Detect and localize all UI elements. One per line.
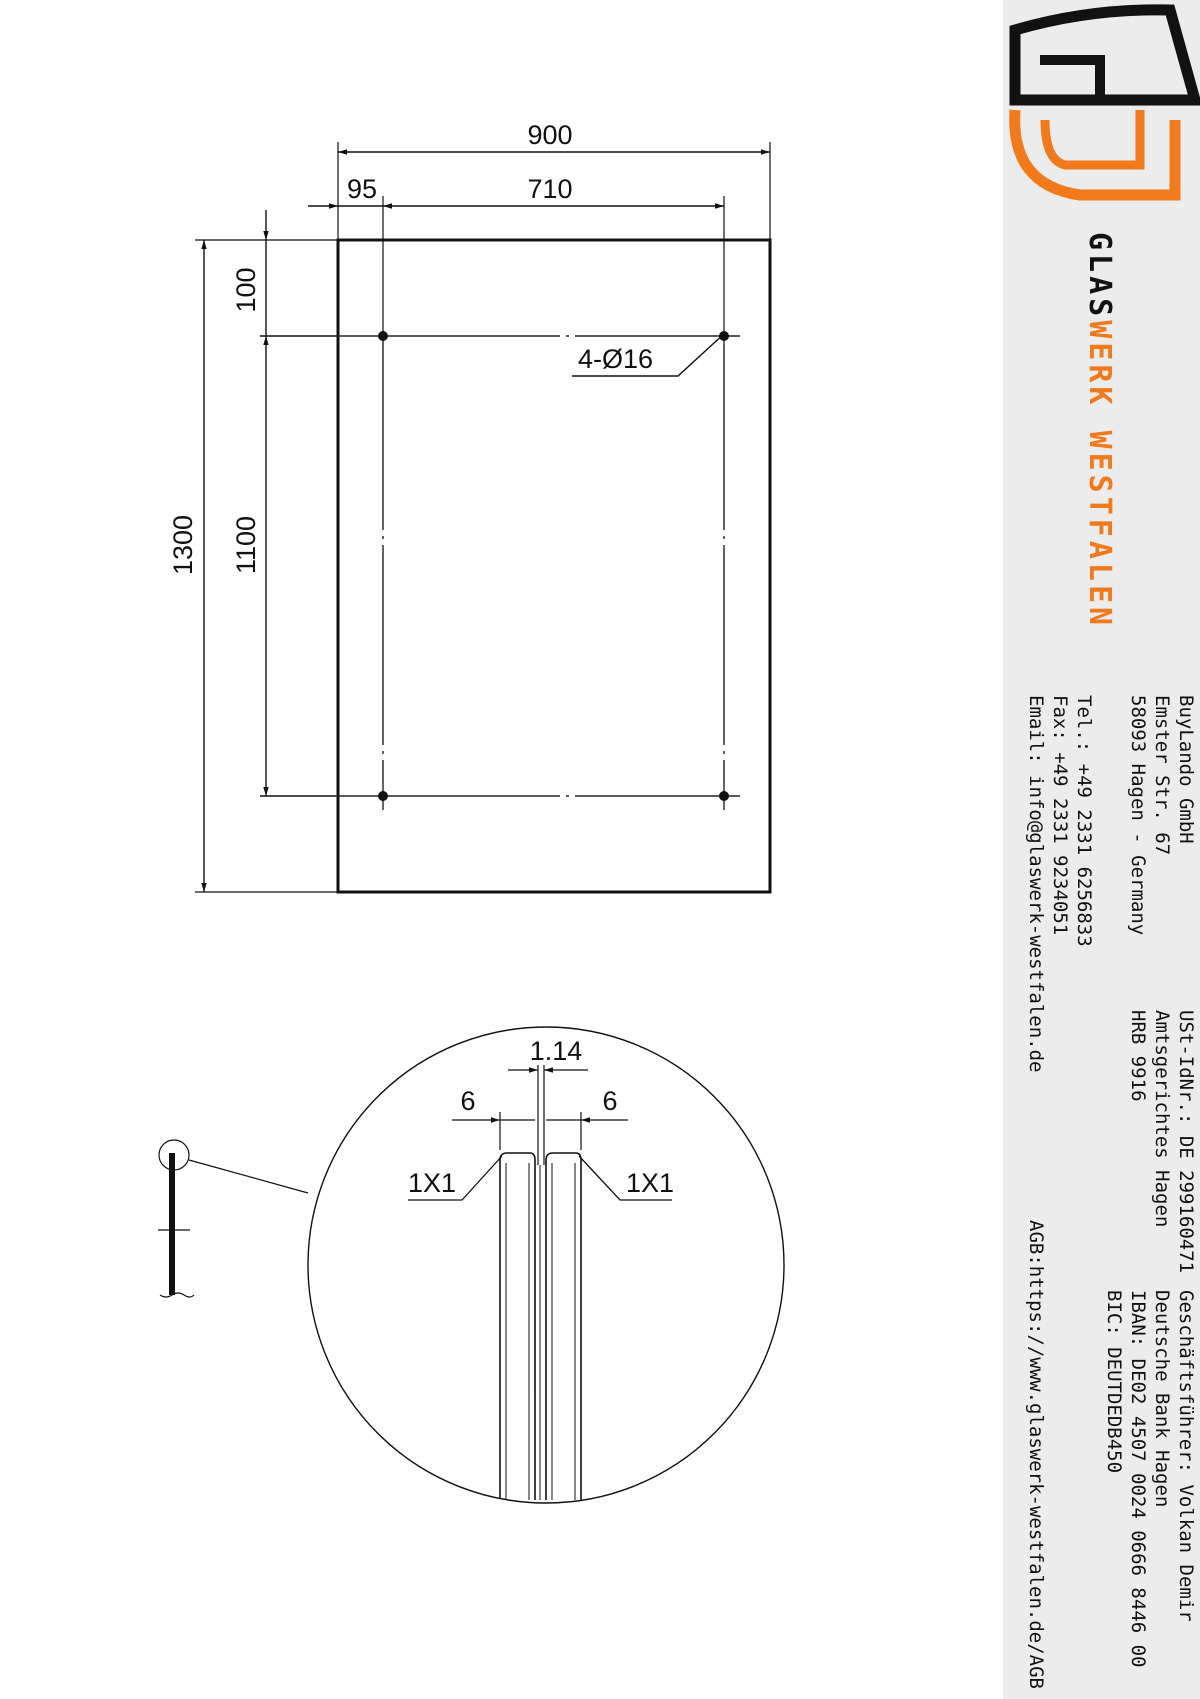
mounting-hole: [378, 331, 388, 341]
dim-spacing-710: 710: [527, 174, 573, 204]
dim-offset-100: 100: [231, 267, 261, 313]
brand-name-part1: GLAS: [1082, 232, 1117, 321]
legal-court: Amtsgerichtes Hagen: [1151, 1010, 1173, 1228]
dim-spacing-1100: 1100: [231, 515, 261, 575]
company-name: BuyLando GmbH: [1175, 695, 1197, 844]
company-fax: Fax: +49 2331 9234051: [1049, 695, 1071, 936]
legal-hrb: HRB 9916: [1127, 1010, 1149, 1102]
mounting-hole: [719, 791, 729, 801]
detail-left-thickness: 6: [460, 1086, 476, 1116]
brand-name-part2: WERK WESTFALEN: [1082, 320, 1117, 630]
front-view: [168, 120, 770, 892]
company-city: 58093 Hagen - Germany: [1127, 695, 1149, 936]
detail-right-thickness: 6: [602, 1086, 618, 1116]
legal-vat: USt-IdNr.: DE 299160471: [1175, 1010, 1197, 1274]
bank-ceo: Geschäftsführer: Volkan Demir: [1175, 1290, 1197, 1622]
company-street: Emster Str. 67: [1151, 695, 1173, 856]
dim-offset-95: 95: [346, 174, 378, 204]
dim-height-1300: 1300: [168, 514, 198, 576]
detail-left-chamfer: 1X1: [408, 1168, 457, 1198]
detail-gap-label: 1.14: [529, 1036, 583, 1066]
dim-width-900: 900: [527, 120, 573, 150]
company-tel: Tel.: +49 2331 6256833: [1073, 695, 1095, 947]
glass-panel-outline: [338, 240, 770, 892]
mounting-hole: [378, 791, 388, 801]
mounting-hole: [719, 331, 729, 341]
detail-leader: [189, 1160, 308, 1193]
svg-text:GLASWERK WESTFALEN: [1082, 232, 1117, 629]
side-view: [158, 1140, 308, 1297]
detail-view: [308, 1027, 784, 1503]
detail-right-chamfer: 1X1: [626, 1168, 675, 1198]
company-email: Email: info@glaswerk-westfalen.de: [1025, 695, 1047, 1073]
bank-name: Deutsche Bank Hagen: [1151, 1290, 1173, 1508]
bank-iban: IBAN: DE02 4507 0024 0666 8446 00: [1127, 1290, 1149, 1668]
agb-link[interactable]: AGB:https://www.glaswerk-westfalen.de/AGB: [1025, 1220, 1047, 1689]
bank-bic: BIC: DEUTDEDB450: [1103, 1290, 1125, 1474]
hole-callout-label: 4-Ø16: [578, 344, 654, 374]
